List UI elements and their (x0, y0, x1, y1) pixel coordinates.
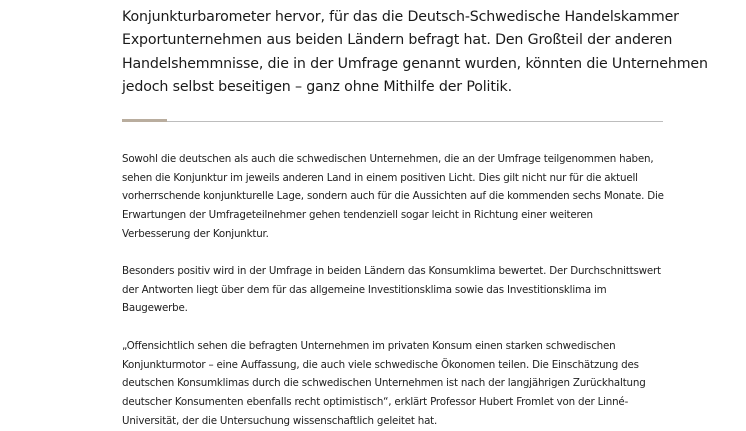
lead-line: Handelshemmnisse, die in der Umfrage genannt wurden, könnten die Unternehmen (122, 55, 708, 72)
body-line: „Offensichtlich sehen die befragten Unternehmen im privaten Konsum einen starken schwedischen (122, 340, 616, 352)
body-line: Baugewerbe. (122, 302, 188, 315)
body-line: Besonders positiv wird in der Umfrage in beiden Ländern das Konsumklima bewertet. Der Durchschnittswert (122, 265, 661, 277)
body-line: Sowohl die deutschen als auch die schwedischen Unternehmen, die an der Umfrage teilgenommen haben, (122, 153, 654, 165)
section-divider (122, 121, 663, 122)
body-line: sehen die Konjunktur im jeweils anderen Land in einem positiven Licht. Dies gilt nicht nur für die aktuell (122, 171, 638, 184)
body-line: Konjunkturmotor – eine Auffassung, die auch viele schwedische Ökonomen teilen. Die Einschätzung des (122, 358, 639, 371)
body-line: Verbesserung der Konjunktur. (122, 227, 269, 240)
body-paragraph (122, 262, 712, 318)
lead-paragraph (122, 6, 708, 99)
lead-line: jedoch selbst beseitigen – ganz ohne Mithilfe der Politik. (122, 78, 512, 95)
lead-line: Exportunternehmen aus beiden Ländern befragt hat. Den Großteil der anderen (122, 32, 673, 49)
body-paragraph (122, 337, 712, 431)
body-line: deutschen Konsumklimas durch die schwedischen Unternehmen ist nach der langjährigen Zurückhaltung (122, 377, 646, 390)
body-line: Universität, der die Untersuchung wissenschaftlich geleitet hat. (122, 414, 438, 427)
body-paragraph (122, 150, 712, 244)
body-line: vorherrschende konjunkturelle Lage, sondern auch für die Aussichten auf die kommenden sechs Monate. Die (122, 190, 664, 203)
body-line: Erwartungen der Umfrageteilnehmer gehen tendenziell sogar leicht in Richtung einer weiteren (122, 209, 593, 222)
section-divider-accent (122, 119, 167, 122)
body-line: deutscher Konsumenten ebenfalls recht optimistisch“, erklärt Professor Hubert Fromlet von der Linné- (122, 396, 629, 409)
lead-line: Konjunkturbarometer hervor, für das die Deutsch-Schwedische Handelskammer (122, 9, 679, 25)
body-line: der Antworten liegt über dem für das allgemeine Investitionsklima sowie das Investitionsklima im (122, 283, 607, 296)
